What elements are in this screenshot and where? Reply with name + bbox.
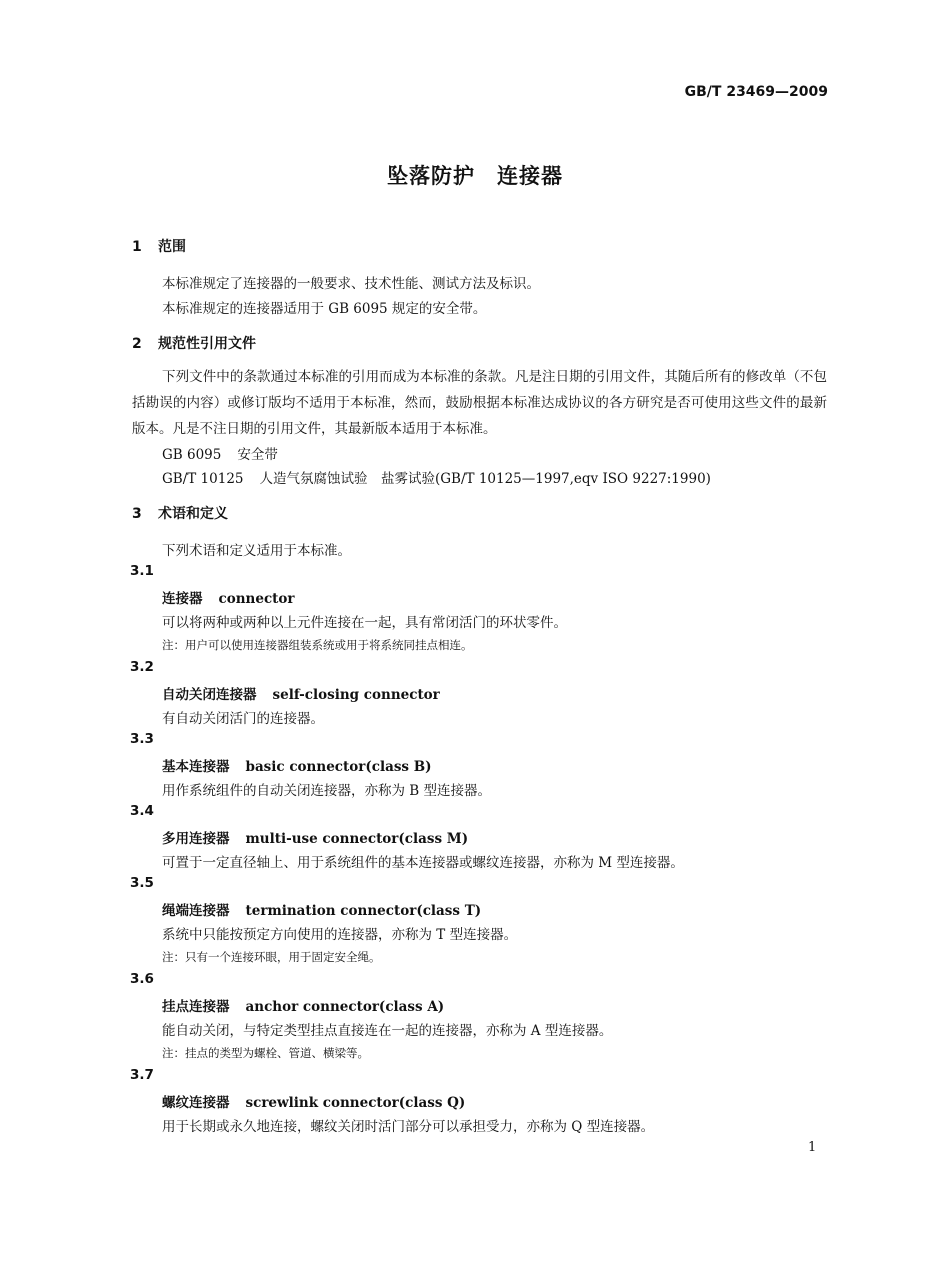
clause-number: 3.6 [130, 971, 154, 987]
term-note: 注：用户可以使用连接器组装系统或用于将系统同挂点相连。 [162, 638, 473, 652]
page-number: 1 [808, 1140, 817, 1155]
clause-number: 3.1 [130, 563, 154, 579]
section-title: 范围 [158, 239, 186, 255]
term-en: self-closing connector [272, 687, 440, 703]
clause-number: 3.5 [130, 875, 154, 891]
term-zh: 绳端连接器 [162, 903, 230, 919]
reference-name: 安全带 [237, 447, 278, 463]
term-heading [162, 995, 444, 1015]
paragraph: 下列文件中的条款通过本标准的引用而成为本标准的条款。凡是注日期的引用文件，其随后所有的修改单（不包括勘误的内容）或修订版均不适用于本标准，然而，鼓励根据本标准达成协议的各方研究是否可使用这些文件的最新版本。凡是不注日期的引用文件，其最新版本适用于本标准。 [132, 369, 827, 437]
term-zh: 多用连接器 [162, 831, 230, 847]
term-en: basic connector(class B) [245, 759, 432, 775]
term-definition: 能自动关闭，与特定类型挂点直接连在一起的连接器，亦称为 A 型连接器。 [162, 1023, 613, 1039]
section-number: 3 [132, 506, 142, 522]
term-heading [162, 683, 440, 703]
section-number: 2 [132, 336, 142, 352]
term-definition: 有自动关闭活门的连接器。 [162, 711, 324, 727]
reference-code: GB/T 10125 [162, 471, 244, 487]
paragraph: 本标准规定了连接器的一般要求、技术性能、测试方法及标识。 [162, 276, 540, 292]
term-definition: 可置于一定直径轴上、用于系统组件的基本连接器或螺纹连接器，亦称为 M 型连接器。 [162, 855, 684, 871]
term-en: anchor connector(class A) [245, 999, 445, 1015]
term-en: screwlink connector(class Q) [245, 1095, 466, 1111]
clause-number: 3.3 [130, 731, 154, 747]
term-heading [162, 899, 481, 919]
term-zh: 基本连接器 [162, 759, 230, 775]
reference-item [162, 443, 278, 463]
term-zh: 螺纹连接器 [162, 1095, 230, 1111]
reference-item [162, 467, 711, 487]
section-number: 1 [132, 239, 142, 255]
term-heading [162, 827, 468, 847]
paragraph: 下列术语和定义适用于本标准。 [162, 543, 351, 559]
section-heading-3 [132, 503, 228, 523]
term-heading [162, 587, 295, 607]
section-heading-2 [132, 333, 256, 353]
term-en: termination connector(class T) [245, 903, 482, 919]
term-definition: 用作系统组件的自动关闭连接器，亦称为 B 型连接器。 [162, 783, 492, 799]
paragraph: 本标准规定的连接器适用于 GB 6095 规定的安全带。 [162, 301, 487, 317]
term-en: connector [218, 591, 295, 607]
section-title: 规范性引用文件 [158, 336, 256, 352]
term-definition: 用于长期或永久地连接，螺纹关闭时活门部分可以承担受力，亦称为 Q 型连接器。 [162, 1119, 655, 1135]
reference-code: GB 6095 [162, 447, 222, 463]
clause-number: 3.7 [130, 1067, 154, 1083]
clause-number: 3.4 [130, 803, 154, 819]
standard-number: GB/T 23469—2009 [684, 84, 828, 100]
document-title: 坠落防护 连接器 [387, 164, 563, 188]
term-note: 注：只有一个连接环眼，用于固定安全绳。 [162, 950, 381, 964]
term-definition: 可以将两种或两种以上元件连接在一起，具有常闭活门的环状零件。 [162, 615, 567, 631]
reference-name: 人造气氛腐蚀试验 盐雾试验(GB/T 10125—1997,eqv ISO 9227:1990) [259, 471, 711, 487]
term-zh: 挂点连接器 [162, 999, 230, 1015]
section-title: 术语和定义 [158, 506, 228, 522]
term-definition: 系统中只能按预定方向使用的连接器，亦称为 T 型连接器。 [162, 927, 518, 943]
term-note: 注：挂点的类型为螺栓、管道、横梁等。 [162, 1046, 369, 1060]
clause-number: 3.2 [130, 659, 154, 675]
term-zh: 自动关闭连接器 [162, 687, 257, 703]
term-zh: 连接器 [162, 591, 203, 607]
term-en: multi-use connector(class M) [245, 831, 469, 847]
term-heading [162, 755, 432, 775]
section-heading-1 [132, 236, 186, 256]
term-heading [162, 1091, 465, 1111]
